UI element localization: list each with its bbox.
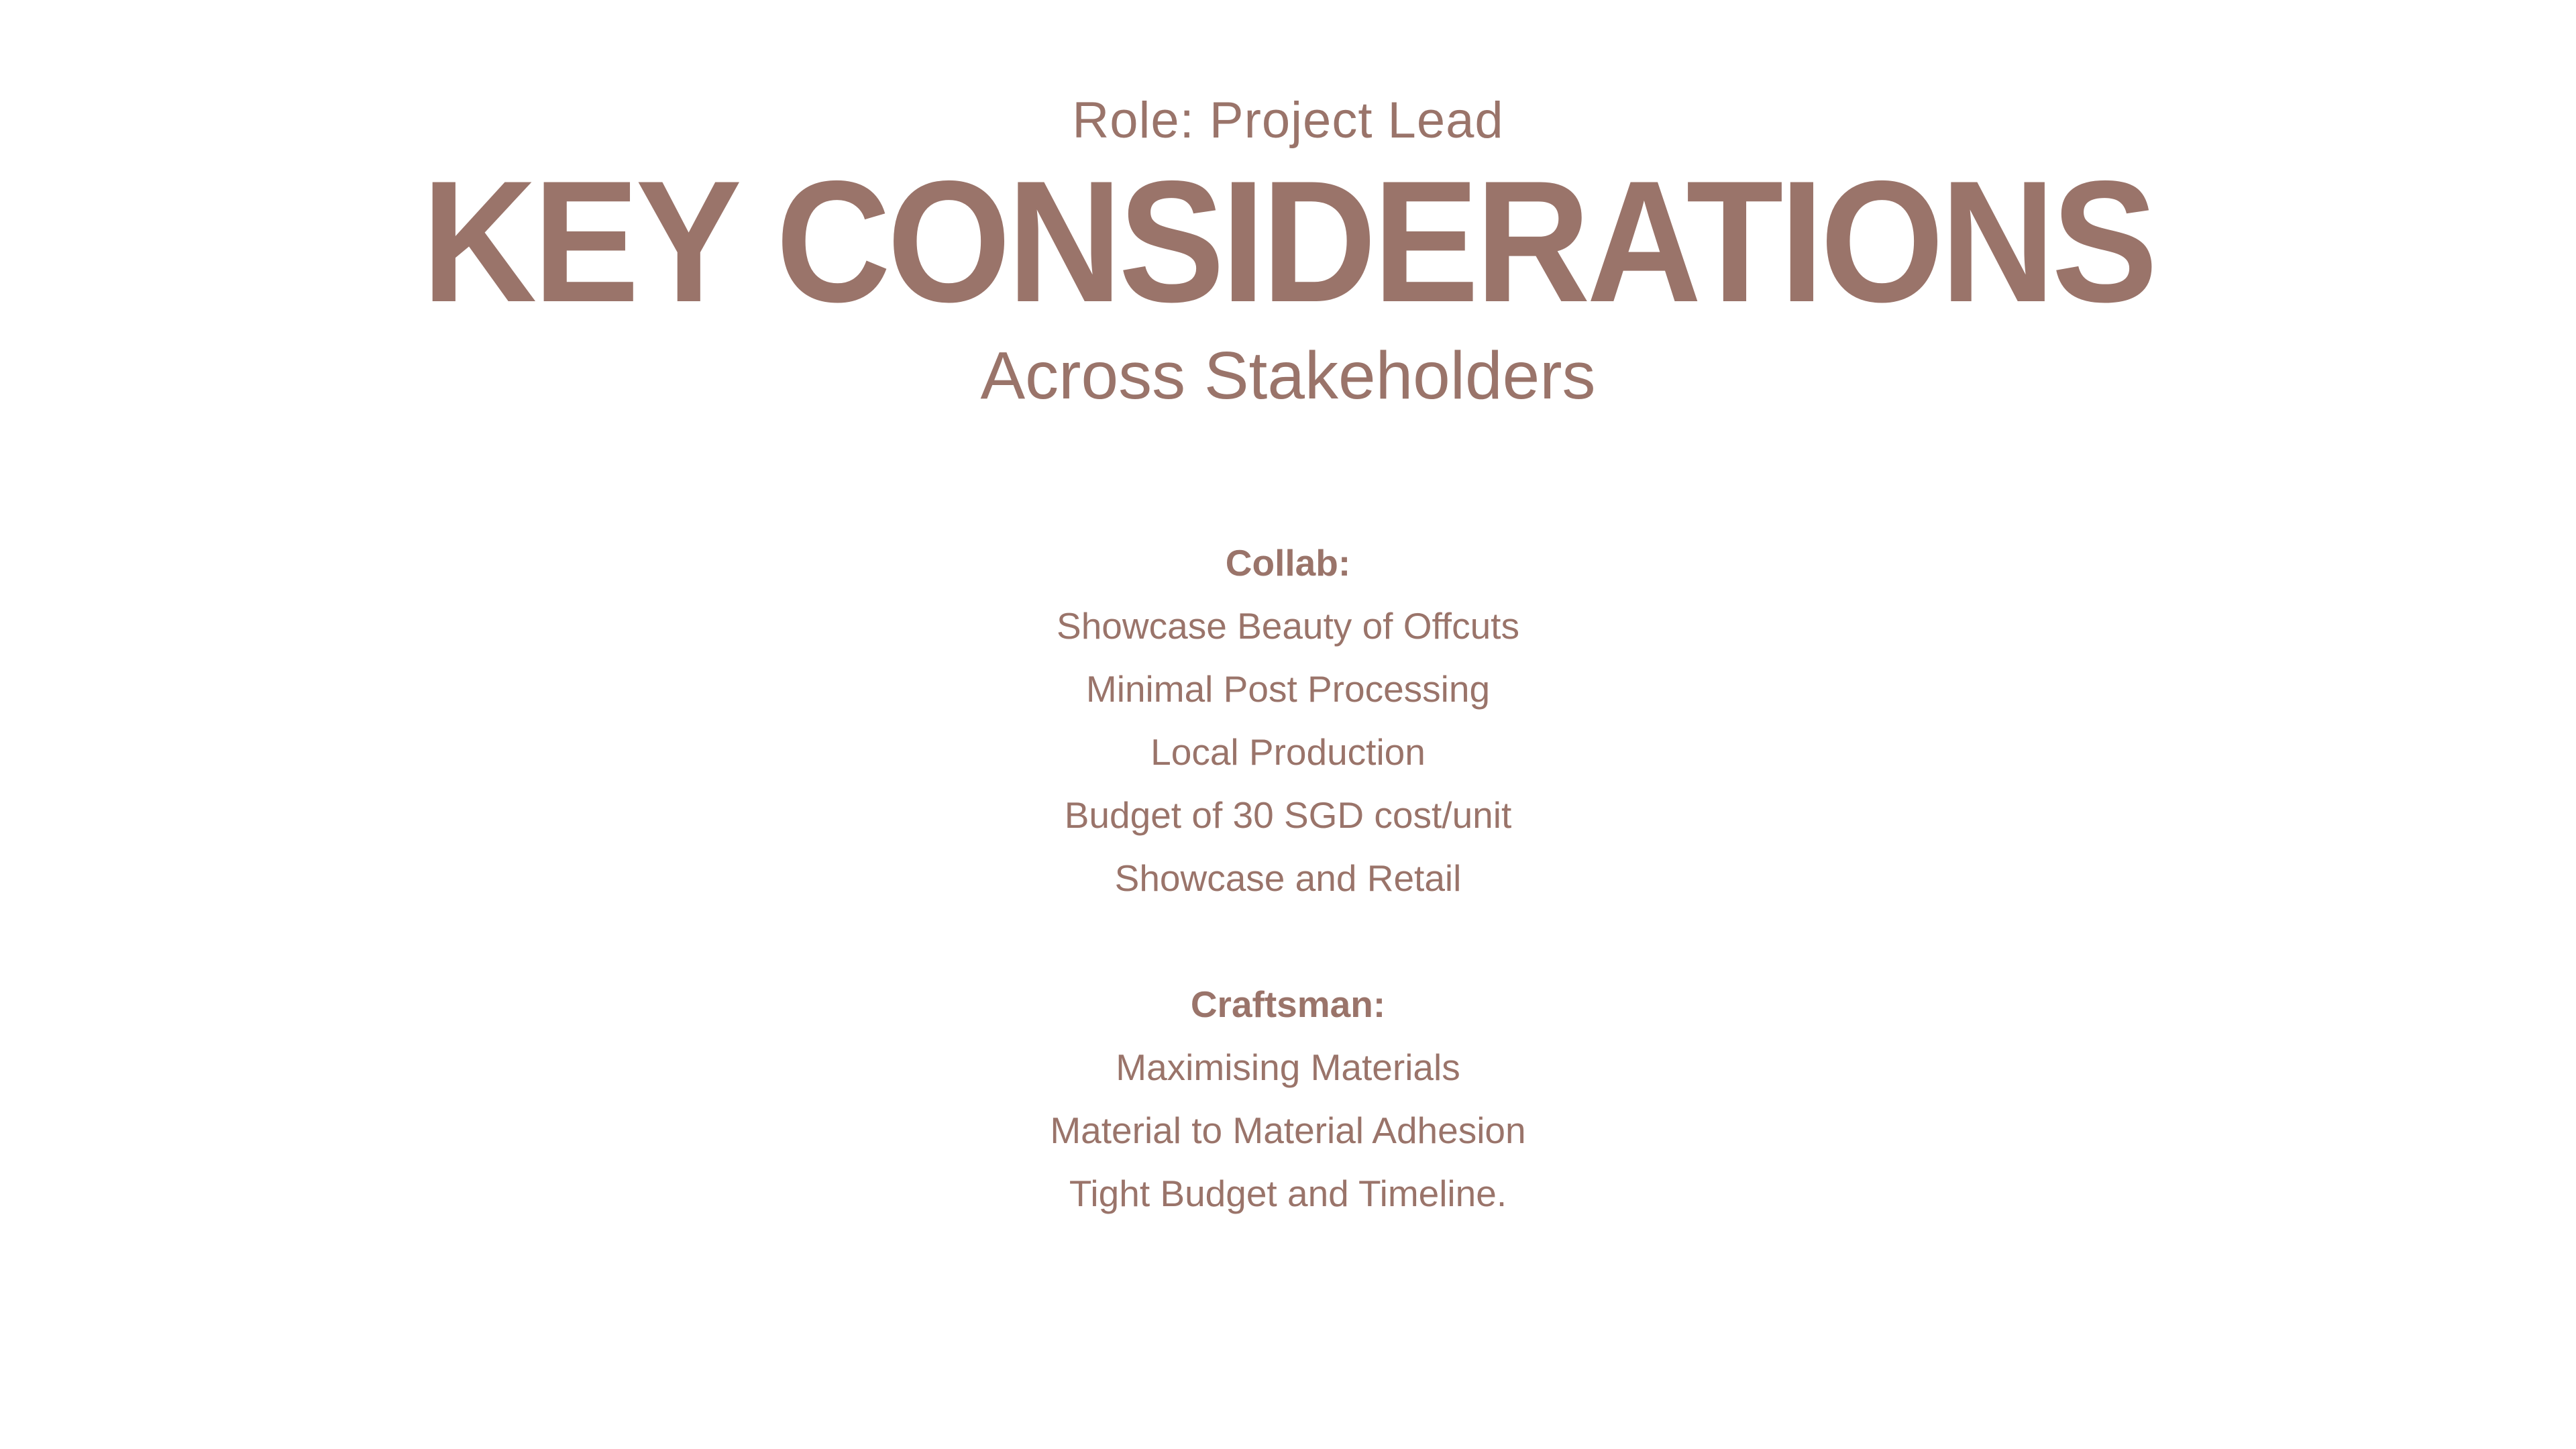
page-subtitle: Across Stakeholders: [980, 338, 1596, 413]
role-label: Role: Project Lead: [1072, 92, 1504, 149]
list-item: Showcase and Retail: [1114, 857, 1462, 899]
collab-section: [0, 531, 2576, 910]
list-item: Budget of 30 SGD cost/unit: [1064, 794, 1512, 836]
list-item: Material to Material Adhesion: [1050, 1110, 1526, 1151]
list-item: Showcase Beauty of Offcuts: [1057, 605, 1519, 647]
craftsman-section: [0, 973, 2576, 1225]
craftsman-heading: Craftsman:: [1190, 983, 1386, 1025]
page-title: KEY CONSIDERATIONS: [421, 144, 2155, 338]
list-item: Minimal Post Processing: [1085, 668, 1491, 710]
list-item: Maximising Materials: [1116, 1046, 1460, 1088]
list-item: Tight Budget and Timeline.: [1069, 1173, 1507, 1214]
list-item: Local Production: [1150, 731, 1426, 773]
collab-heading: Collab:: [1225, 542, 1351, 584]
